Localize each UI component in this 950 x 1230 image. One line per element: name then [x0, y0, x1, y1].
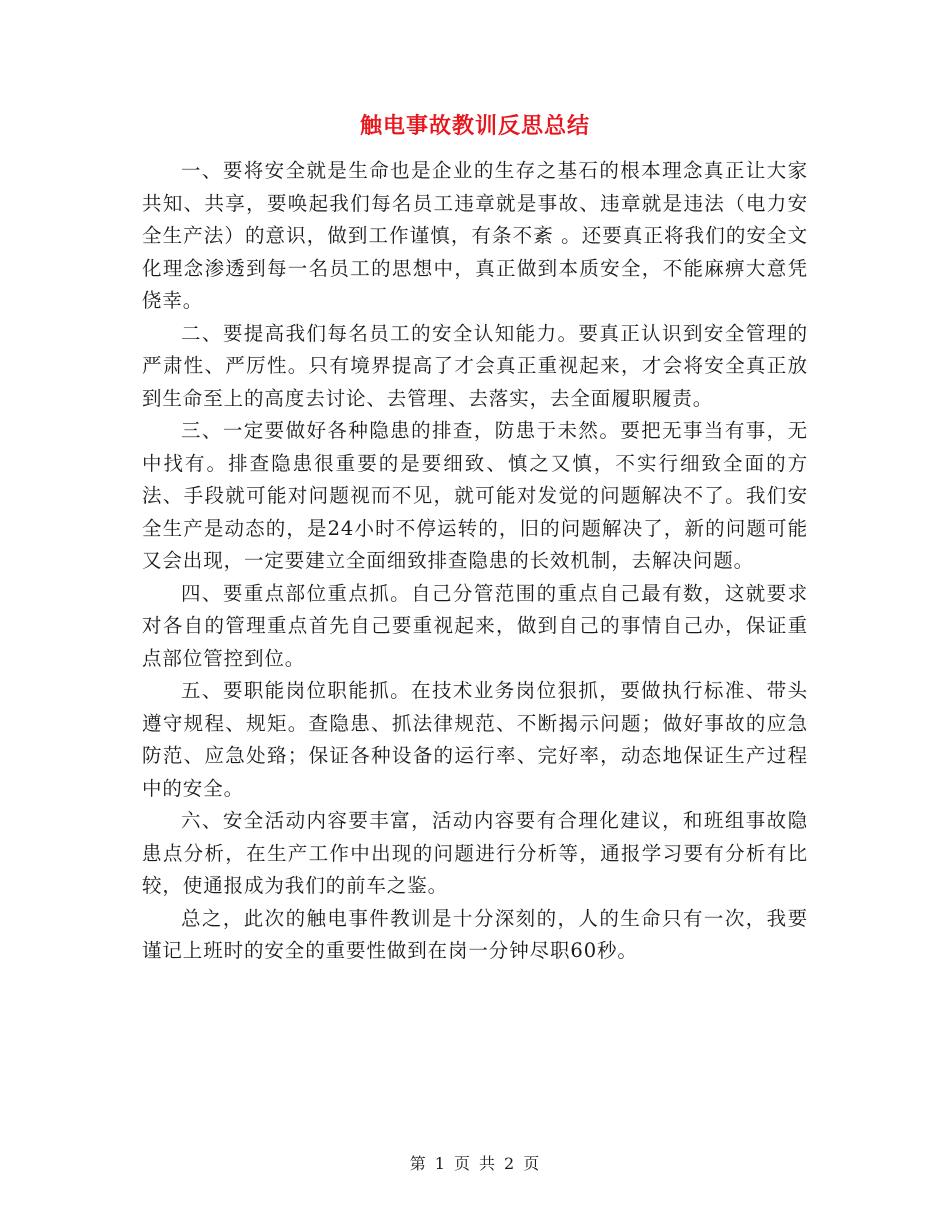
paragraph-4: 四、要重点部位重点抓。自己分管范围的重点自己最有数，这就要求对各自的管理重点首先自己要重视起来，做到自己的事情自己办，保证重点部位管控到位。 [142, 581, 808, 670]
paragraph-7: 总之，此次的触电事件教训是十分深刻的，人的生命只有一次，我要谨记上班时的安全的重要性做到在岗一分钟尽职60秒。 [142, 906, 808, 962]
footer-total-pages: 2 [504, 1154, 516, 1173]
page-footer [0, 1152, 950, 1176]
footer-page-mid: 页 [453, 1154, 471, 1173]
paragraph-1: 一、要将安全就是生命也是企业的生存之基石的根本理念真正让大家共知、共享，要唤起我们每名员工违章就是事故、违章就是违法（电力安全生产法）的意识，做到工作谨慎，有条不紊 。还要真正将我们的安全文化理念渗透到每一名员工的思想中，真正做到本质安全，不能麻痹大意凭侥幸。 [142, 159, 808, 312]
footer-prefix: 第 [409, 1154, 427, 1173]
footer-current-page: 1 [434, 1154, 446, 1173]
document-title: 触电事故教训反思总结 [359, 113, 590, 139]
paragraph-3: 三、一定要做好各种隐患的排查，防患于未然。要把无事当有事，无中找有。排查隐患很重要的是要细致、慎之又慎，不实行细致全面的方法、手段就可能对问题视而不见，就可能对发觉的问题解决不了。我们安全生产是动态的，是24小时不停运转的，旧的问题解决了，新的问题可能又会出现，一定要建立全面细致排查隐患的长效机制，去解决问题。 [142, 419, 808, 572]
paragraph-6: 六、安全活动内容要丰富，活动内容要有合理化建议，和班组事故隐患点分析，在生产工作中出现的问题进行分析等，通报学习要有分析有比较，使通报成为我们的前车之鉴。 [142, 809, 808, 897]
paragraph-2: 二、要提高我们每名员工的安全认知能力。要真正认识到安全管理的严肃性、严厉性。只有境界提高了才会真正重视起来，才会将安全真正放到生命至上的高度去讨论、去管理、去落实，去全面履职履责。 [142, 321, 808, 410]
footer-total-label: 共 [479, 1154, 497, 1173]
footer-suffix: 页 [523, 1154, 541, 1173]
document-body [142, 155, 808, 968]
paragraph-5: 五、要职能岗位职能抓。在技术业务岗位狠抓，要做执行标准、带头遵守规程、规矩。查隐患、抓法律规范、不断揭示问题；做好事故的应急防范、应急处臵；保证各种设备的运行率、完好率，动态地保证生产过程中的安全。 [142, 679, 808, 800]
